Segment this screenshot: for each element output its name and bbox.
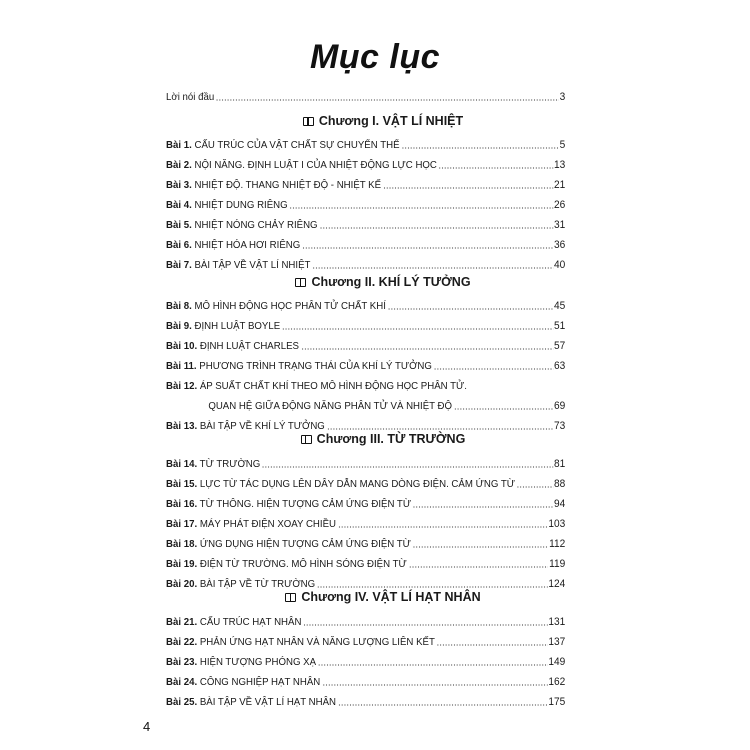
toc-row[interactable]	[166, 196, 565, 212]
dot-leader	[413, 506, 553, 508]
dot-leader	[312, 267, 553, 269]
dot-leader	[282, 328, 553, 330]
dot-leader	[517, 486, 553, 488]
lesson-title: BÀI TẬP VỀ VẬT LÍ NHIỆT	[194, 259, 311, 271]
lesson-number: Bài 17.	[166, 518, 198, 530]
lesson-number: Bài 6.	[166, 239, 192, 251]
toc-page-number: 45	[554, 300, 566, 312]
toc-page-number: 112	[549, 538, 566, 550]
lesson-number: Bài 16.	[166, 498, 198, 510]
toc-row[interactable]	[166, 633, 565, 649]
page-number: 4	[143, 719, 151, 734]
lesson-title: NHIỆT ĐỘ. THANG NHIỆT ĐỘ - NHIỆT KẾ	[194, 179, 382, 191]
dot-leader	[301, 348, 553, 350]
lesson-title: ĐỊNH LUẬT BOYLE	[194, 320, 281, 332]
toc-page-number: 137	[548, 636, 566, 648]
dot-leader	[401, 147, 558, 149]
toc-row[interactable]	[166, 377, 565, 393]
dot-leader	[454, 408, 553, 410]
lesson-number: Bài 5.	[166, 219, 192, 231]
toc-row[interactable]	[166, 673, 565, 689]
lesson-title: ĐỊNH LUẬT CHARLES	[199, 340, 299, 352]
toc-page-number: 26	[554, 199, 566, 211]
toc-row[interactable]	[166, 693, 565, 709]
toc-row[interactable]	[166, 317, 565, 333]
lesson-number: Bài 4.	[166, 199, 192, 211]
dot-leader	[290, 207, 554, 209]
lesson-number: Bài 18.	[166, 538, 198, 550]
page-title: Mục lục	[309, 38, 441, 76]
toc-page-number: 51	[554, 320, 566, 332]
lesson-number: Bài 20.	[166, 578, 198, 590]
toc-row[interactable]	[166, 455, 565, 471]
dot-leader	[437, 644, 548, 646]
lesson-number: Bài 9.	[166, 320, 192, 332]
toc-page-number: 63	[554, 360, 566, 372]
lesson-number: Bài 2.	[166, 159, 192, 171]
toc-page-number: 57	[554, 340, 566, 352]
lesson-number: Bài 19.	[166, 558, 198, 570]
toc-page-number: 69	[554, 400, 566, 412]
toc-row[interactable]	[166, 555, 565, 571]
chapter-heading	[166, 273, 600, 291]
toc-row[interactable]	[166, 176, 565, 192]
toc-page-number: 94	[554, 498, 566, 510]
lesson-title: BÀI TẬP VỀ VẬT LÍ HẠT NHÂN	[199, 696, 337, 708]
dot-leader	[302, 247, 553, 249]
toc-page-number: 31	[554, 219, 566, 231]
toc-row[interactable]	[166, 495, 565, 511]
toc-row[interactable]	[166, 475, 565, 491]
lesson-title: TỪ TRƯỜNG	[199, 458, 261, 470]
toc-page-number: 88	[554, 478, 566, 490]
toc-row[interactable]	[166, 256, 565, 272]
chapter-title: Chương I. VẬT LÍ NHIỆT	[318, 114, 464, 128]
dot-leader	[262, 466, 553, 468]
lesson-title: MÔ HÌNH ĐỘNG HỌC PHÂN TỬ CHẤT KHÍ	[194, 300, 386, 312]
toc-page-number: 73	[554, 420, 566, 432]
chapter-title: Chương IV. VẬT LÍ HẠT NHÂN	[301, 590, 481, 604]
toc-row-intro[interactable]	[166, 88, 565, 104]
lesson-number: Bài 23.	[166, 656, 198, 668]
toc-row[interactable]	[166, 653, 565, 669]
lesson-number: Bài 22.	[166, 636, 198, 648]
toc-page-number: 13	[554, 159, 566, 171]
lesson-title: LỰC TỪ TÁC DỤNG LÊN DÂY DẪN MANG DÒNG ĐIỆN. CẢM ỨNG TỪ	[199, 478, 515, 490]
toc-page-number: 21	[554, 179, 566, 191]
dot-leader	[216, 99, 559, 101]
lesson-number: Bài 25.	[166, 696, 198, 708]
lesson-title: PHƯƠNG TRÌNH TRẠNG THÁI CỦA KHÍ LÝ TƯỞNG	[199, 360, 432, 372]
book-icon	[303, 117, 314, 126]
toc-row[interactable]	[166, 515, 565, 531]
dot-leader	[338, 704, 548, 706]
toc-page-number: 175	[548, 696, 566, 708]
lesson-number: Bài 7.	[166, 259, 192, 271]
lesson-title: ỨNG DỤNG HIỆN TƯỢNG CẢM ỨNG ĐIỆN TỪ	[199, 538, 411, 550]
toc-row[interactable]	[166, 535, 565, 551]
lesson-title: PHẢN ỨNG HẠT NHÂN VÀ NĂNG LƯỢNG LIÊN KẾT	[199, 636, 435, 648]
toc-row[interactable]	[166, 136, 565, 152]
lesson-number: Bài 13.	[166, 420, 198, 432]
dot-leader	[322, 684, 547, 686]
dot-leader	[439, 167, 553, 169]
toc-row[interactable]	[166, 216, 565, 232]
dot-leader	[413, 546, 548, 548]
lesson-title: HIỆN TƯỢNG PHÓNG XẠ	[199, 656, 317, 668]
lesson-title: CÔNG NGHIỆP HẠT NHÂN	[199, 676, 321, 688]
chapter-heading	[166, 430, 600, 448]
lesson-title: TỪ THÔNG. HIỆN TƯỢNG CẢM ỨNG ĐIỆN TỪ	[199, 498, 412, 510]
lesson-title: ÁP SUẤT CHẤT KHÍ THEO MÔ HÌNH ĐỘNG HỌC PHÂN TỬ.	[199, 380, 467, 392]
lesson-number: Bài 3.	[166, 179, 192, 191]
toc-row[interactable]	[166, 357, 565, 373]
toc-label: Lời nói đầu	[166, 91, 215, 103]
toc-page-number: 162	[548, 676, 566, 688]
dot-leader	[338, 526, 548, 528]
toc-page-number: 36	[554, 239, 566, 251]
chapter-heading	[166, 588, 600, 606]
dot-leader	[318, 664, 548, 666]
toc-row[interactable]	[166, 297, 565, 313]
lesson-title: NHIỆT DUNG RIÊNG	[194, 199, 288, 211]
chapter-title: Chương II. KHÍ LÝ TƯỞNG	[311, 275, 471, 289]
toc-page-number: 124	[548, 578, 566, 590]
toc-page-number: 103	[548, 518, 566, 530]
dot-leader	[409, 566, 549, 568]
toc-row[interactable]	[166, 613, 565, 629]
chapter-title: Chương III. TỪ TRƯỜNG	[316, 432, 466, 446]
toc-row[interactable]	[166, 337, 565, 353]
toc-page-number: 149	[548, 656, 566, 668]
lesson-number: Bài 14.	[166, 458, 198, 470]
lesson-title: NỘI NĂNG. ĐỊNH LUẬT I CỦA NHIỆT ĐỘNG LỰC HỌC	[194, 159, 437, 171]
toc-page-number: 3	[559, 91, 566, 103]
chapter-heading	[166, 112, 600, 130]
toc-row[interactable]	[166, 156, 565, 172]
lesson-number: Bài 11.	[166, 360, 197, 372]
lesson-number: Bài 24.	[166, 676, 198, 688]
lesson-title: NHIỆT NÓNG CHẢY RIÊNG	[194, 219, 318, 231]
toc-page-number: 5	[559, 139, 566, 151]
lesson-number: Bài 1.	[166, 139, 192, 151]
lesson-title-continuation: QUAN HỆ GIỮA ĐỘNG NĂNG PHÂN TỬ VÀ NHIỆT ĐỘ	[208, 400, 453, 412]
lesson-number: Bài 21.	[166, 616, 198, 628]
dot-leader	[319, 227, 553, 229]
lesson-number: Bài 12.	[166, 380, 198, 392]
lesson-number: Bài 15.	[166, 478, 198, 490]
lesson-number: Bài 10.	[166, 340, 198, 352]
toc-page-number: 81	[554, 458, 566, 470]
toc-page-number: 40	[554, 259, 566, 271]
toc-row-continuation[interactable]	[166, 397, 565, 413]
book-icon	[285, 593, 296, 602]
book-icon	[301, 435, 312, 444]
book-icon	[295, 278, 306, 287]
dot-leader	[303, 624, 547, 626]
toc-page-number: 119	[549, 558, 566, 570]
lesson-title: BÀI TẬP VỀ KHÍ LÝ TƯỞNG	[199, 420, 325, 432]
toc-page-number: 131	[548, 616, 566, 628]
lesson-number: Bài 8.	[166, 300, 192, 312]
lesson-title: NHIỆT HÓA HƠI RIÊNG	[194, 239, 301, 251]
toc-row[interactable]	[166, 236, 565, 252]
lesson-title: ĐIỆN TỪ TRƯỜNG. MÔ HÌNH SÓNG ĐIỆN TỪ	[199, 558, 407, 570]
dot-leader	[383, 187, 553, 189]
dot-leader	[434, 368, 553, 370]
lesson-title: CẤU TRÚC HẠT NHÂN	[199, 616, 302, 628]
dot-leader	[388, 308, 553, 310]
lesson-title: BÀI TẬP VỀ TỪ TRƯỜNG	[199, 578, 316, 590]
lesson-title: MÁY PHÁT ĐIỆN XOAY CHIỀU	[199, 518, 337, 530]
lesson-title: CẤU TRÚC CỦA VẬT CHẤT SỰ CHUYỂN THỂ	[194, 139, 400, 151]
